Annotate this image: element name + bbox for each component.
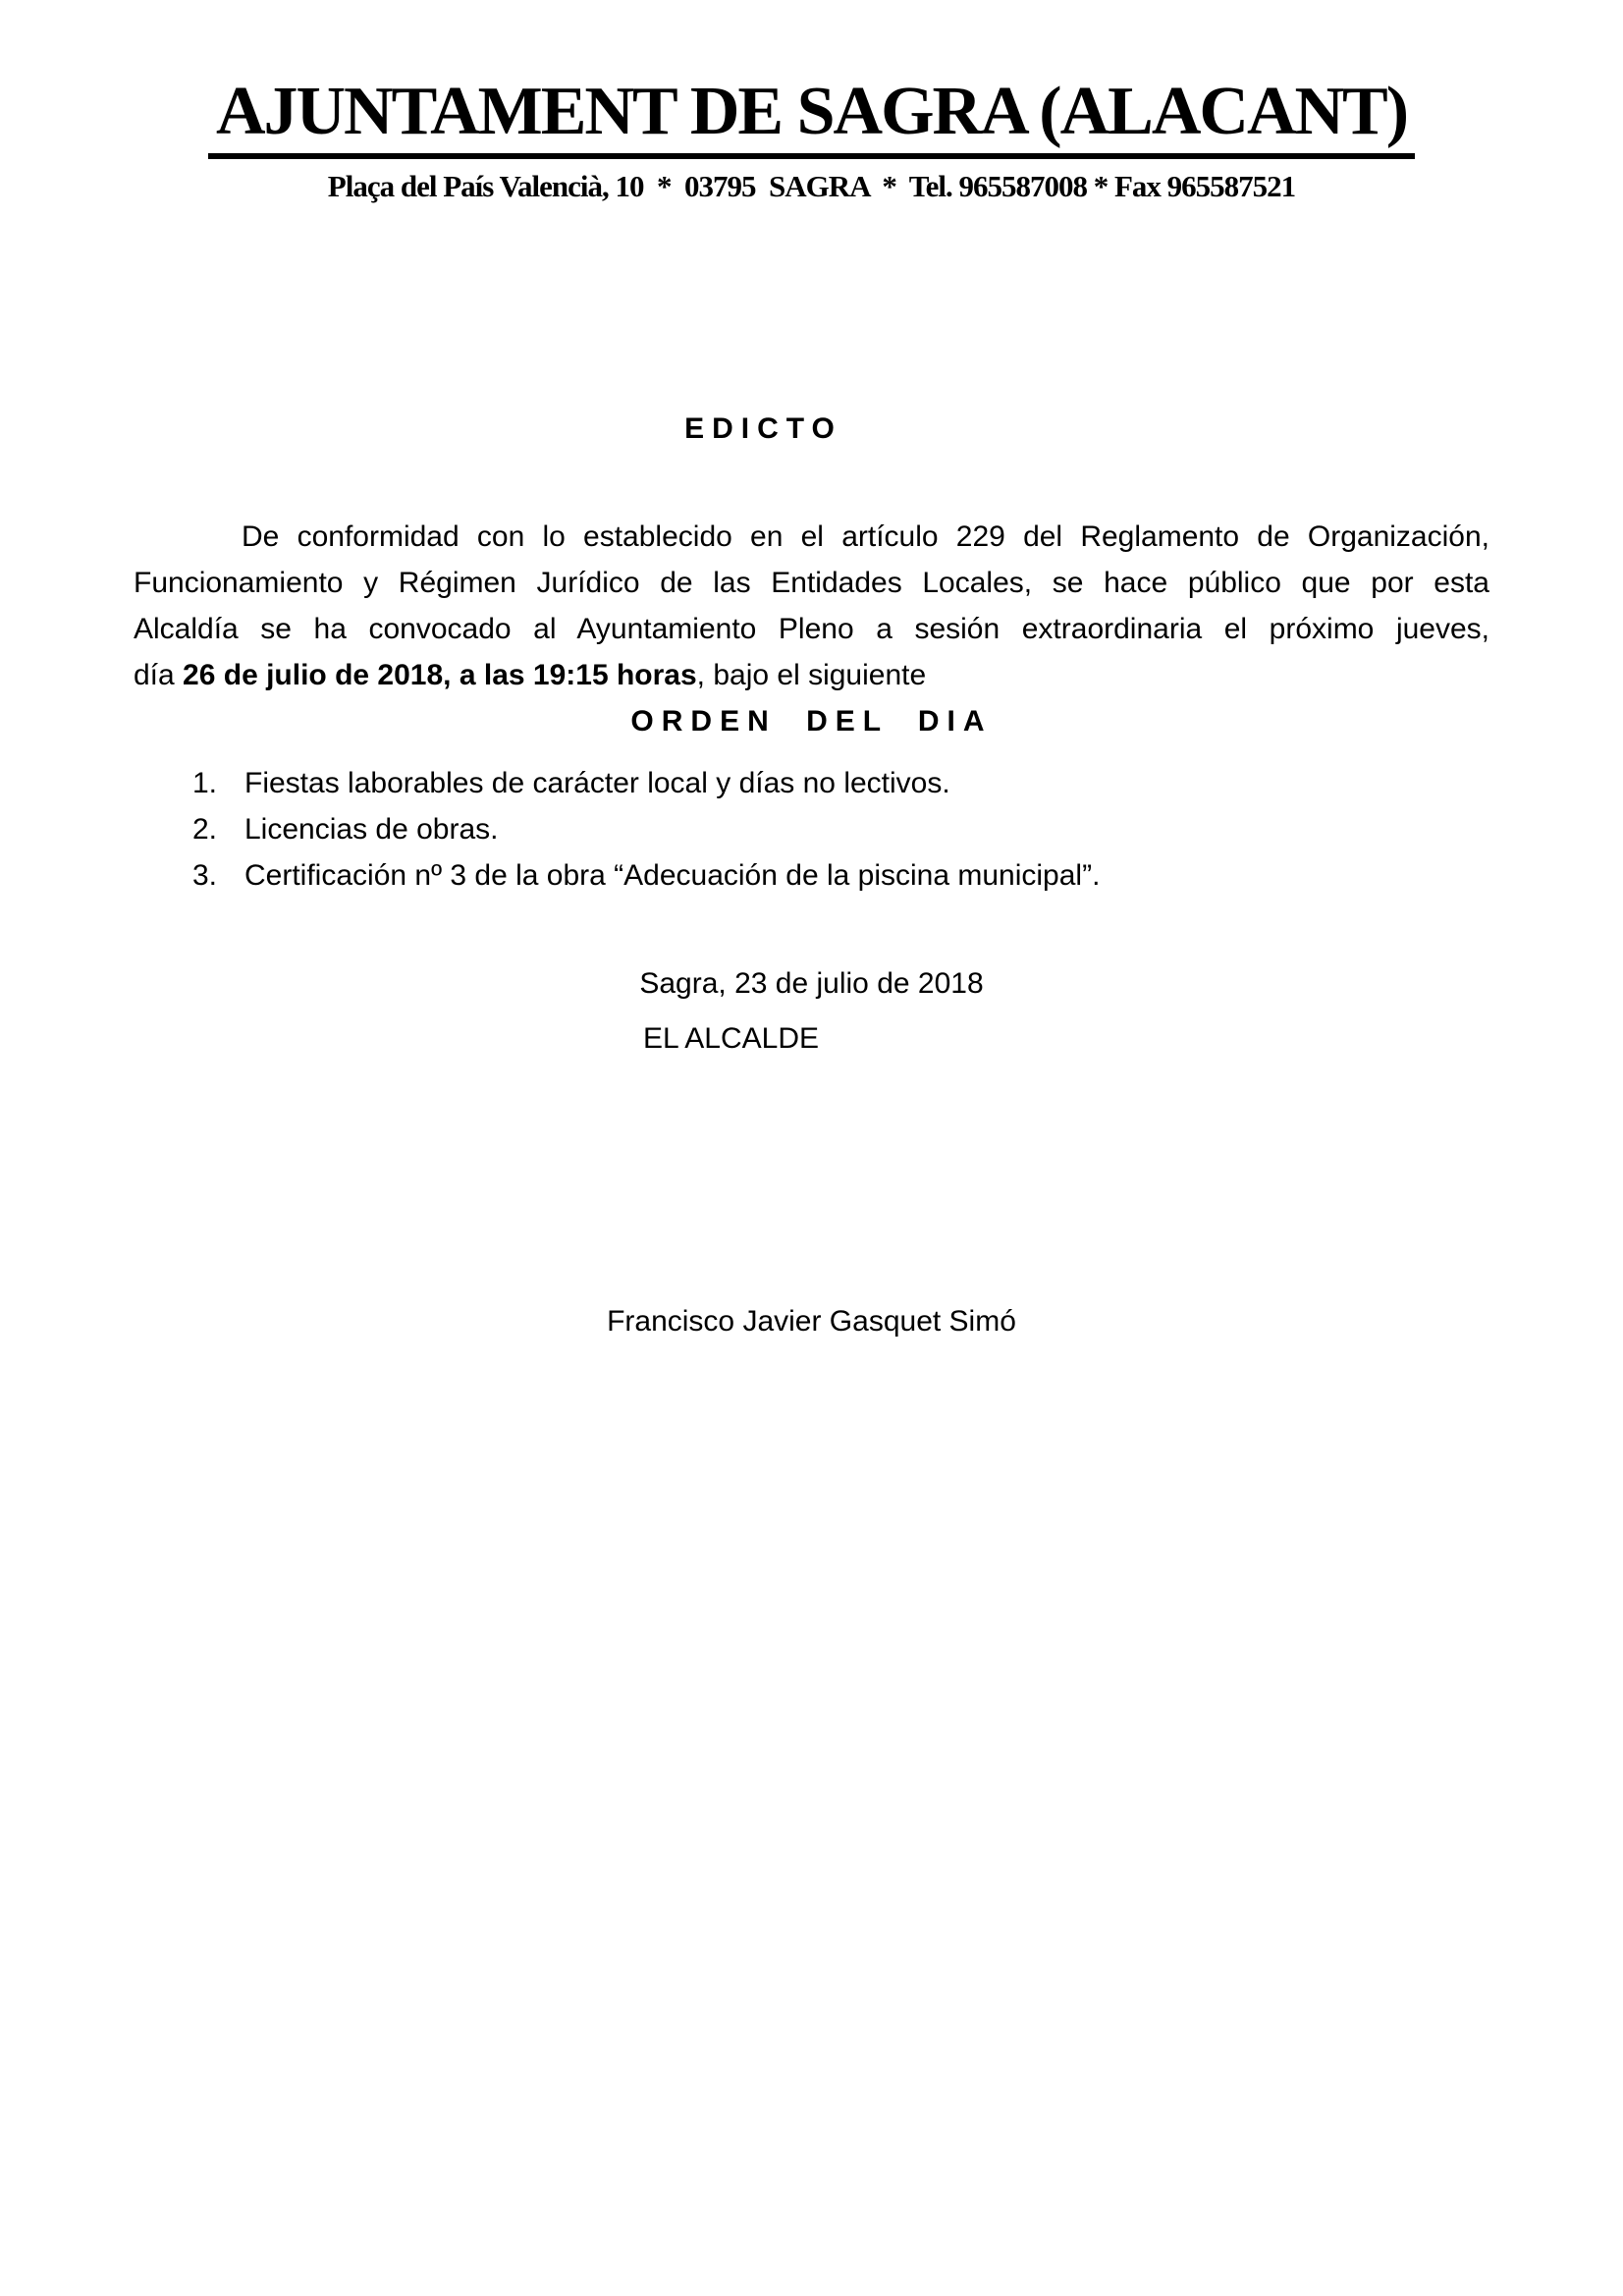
agenda-item [192,760,1489,806]
address-line: Plaça del País Valencià, 10 * 03795 SAGRA * Tel. 965587008 * Fax 965587521 [327,169,1296,203]
letterhead [0,0,1623,206]
intro-line-4-pre: día [134,659,184,691]
intro-line-4-post: , bajo el siguiente [696,659,927,691]
place-date-line: Sagra, 23 de julio de 2018 [639,967,984,1000]
agenda-item-number: 1. [192,767,218,799]
agenda-heading: ORDEN DEL DIA [630,705,993,738]
agenda-item [192,806,1489,852]
edict-heading: EDICTO [684,412,842,445]
intro-paragraph [134,514,1489,698]
agenda-item-number: 2. [192,813,218,846]
agenda-item-number: 3. [192,859,218,892]
session-datetime: 26 de julio de 2018, a las 19:15 horas [183,659,697,691]
signer-role-line: EL ALCALDE [643,1022,819,1055]
agenda-item-text: Certificación nº 3 de la obra “Adecuación de la piscina municipal”. [244,859,1101,892]
agenda-item-text: Licencias de obras. [244,813,499,846]
agenda-list [192,760,1489,899]
signer-name: Francisco Javier Gasquet Simó [607,1305,1016,1338]
closing-block [0,960,1623,1062]
municipality-title: AJUNTAMENT DE SAGRA (ALACANT) [208,71,1415,159]
intro-line-4 [134,652,1489,698]
agenda-item-text: Fiestas laborables de carácter local y días no lectivos. [244,767,950,799]
intro-line-2: Funcionamiento y Régimen Jurídico de las Entidades Locales, se hace público que por esta [134,567,1489,599]
agenda-item [192,852,1489,899]
intro-line-3: Alcaldía se ha convocado al Ayuntamiento Pleno a sesión extraordinaria el próximo jueves, [134,613,1489,645]
intro-line-1: De conformidad con lo establecido en el artículo 229 del Reglamento de Organización, [242,520,1489,553]
